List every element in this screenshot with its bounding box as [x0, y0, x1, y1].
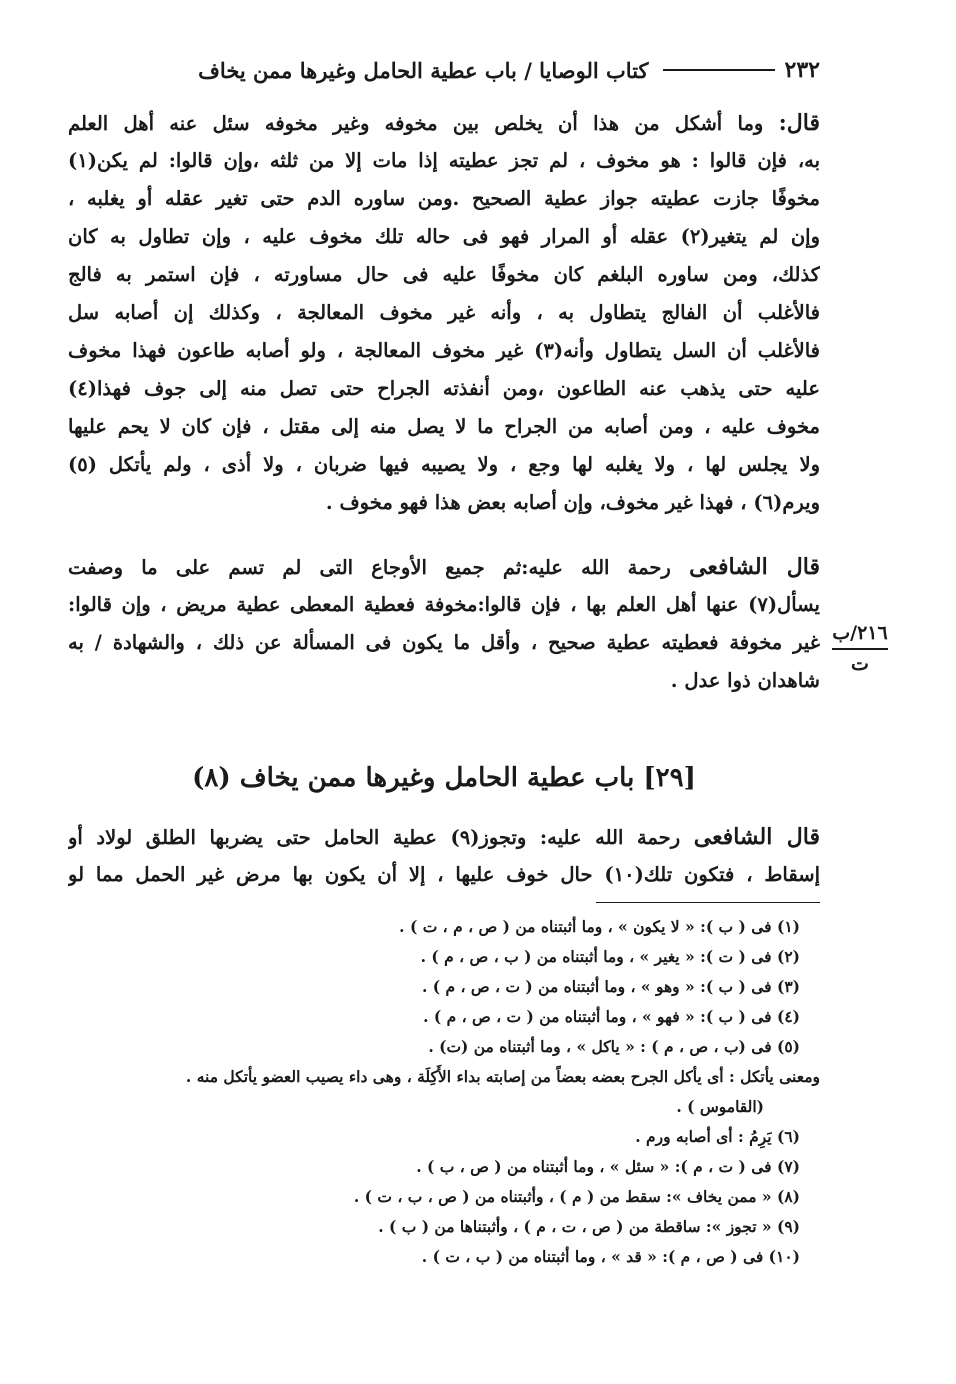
text-line: وإن لم يتغير(٢) عقله أو المرار فهو فى حاله تلك مخوف عليه ، وإن تطاول به كان	[68, 225, 820, 248]
section-title: [٢٩] باب عطية الحامل وغيرها ممن يخاف (٨)	[192, 763, 696, 793]
footnote: (٨) « ممن يخاف »: سقط من ( م ) ، وأثبتناه من ( ص ، ب ، ت ) .	[353, 1187, 800, 1206]
paragraph-lead: قال الشافعى	[689, 554, 820, 580]
footnote: (١) فى ( ب ): « لا يكون » ، وما أثبتناه من ( ص ، م ، ت ) .	[399, 917, 800, 936]
footnote: (٣) فى ( ب ): « وهو » ، وما أثبتناه من ( ت ، ص ، م ) .	[422, 977, 800, 996]
paragraph-3	[68, 818, 820, 894]
paragraph-lead: قال:	[778, 110, 820, 136]
footnote: (٩) « تجوز »: ساقطة من ( ص ، ت ، م ) ، وأثبتناها من ( ب ) .	[378, 1217, 800, 1236]
text-line: مخوفًا جازت عطيته جواز عطية الصحيح .ومن ساوره الدم حتى تغير عقله أو يغلبه ،	[68, 187, 820, 210]
footnote-continuation: (القاموس ) .	[676, 1097, 764, 1116]
text-line: يسأل(٧) عنها أهل العلم بها ، فإن قالوا:مخوفة فعطية المعطى عطية مريض ، وإن قالوا:	[68, 593, 820, 616]
footnote-separator	[596, 902, 820, 903]
footnote: (٧) فى ( ت ، م ): « سئل » ، وما أثبتناه من ( ص ، ب ) .	[416, 1157, 800, 1176]
text-line: ولا يجلس لها ، ولا يغلبه لها وجع ، ولا يصيبه فيها ضربان ، ولا أذى ، ولم يأتكل (٥)	[68, 453, 820, 476]
header-rule	[663, 69, 775, 71]
margin-folio-note	[832, 620, 888, 676]
text-line: قال الشافعى رحمة الله عليه: وتجوز(٩) عطية الحامل حتى يضربها الطلق لولاد أو	[68, 824, 820, 850]
footnotes	[60, 912, 820, 1272]
text-line: إسقاط ، فتكون تلك(١٠) حال خوف عليها ، إلا أن يكون بها مرض غير الحمل مما لو	[68, 863, 820, 886]
footnote: (٤) فى ( ب ): « فهو » ، وما أثبتناه من ( ت ، ص ، م ) .	[423, 1007, 800, 1026]
text-line: فالأغلب أن السل يتطاول وأنه(٣) غير مخوف المعالجة ، ولو أصابه طاعون فهذا مخوف	[68, 339, 820, 362]
footnote: (١٠) فى ( ص ، م ): « قد » ، وما أثبتناه من ( ب ، ت ) .	[421, 1247, 800, 1266]
running-head	[68, 50, 820, 90]
footnote: (٦) يَرِمُ : أى أصابه ورم .	[635, 1127, 800, 1146]
paragraph-1	[68, 104, 820, 522]
text-line: كذلك، ومن ساوره البلغم كان مخوفًا عليه فى حال مساورته ، فإن استمر به فالج	[68, 263, 820, 286]
paragraph-lead: قال الشافعى	[693, 824, 820, 850]
footnote: (٥) فى (ب ، ص ، م ) : « ياكل » ، وما أثبتناه من (ت) .	[428, 1037, 800, 1056]
margin-note-rule	[832, 648, 888, 650]
margin-folio-ref: ٢١٦/ب	[832, 622, 888, 644]
footnote: (٢) فى ( ت ): « يغير » ، وما أثبتناه من ( ب ، ص ، م ) .	[420, 947, 800, 966]
running-title: كتاب الوصايا / باب عطية الحامل وغيرها ممن يخاف	[198, 57, 649, 83]
text-line: ويرم(٦) ، فهذا غير مخوف، وإن أصابه بعض هذا فهو مخوف .	[325, 491, 820, 514]
paragraph-2	[68, 548, 820, 700]
text-line: شاهدان ذوا عدل .	[670, 669, 820, 692]
text-line: فالأغلب أن الفالج يتطاول به ، وأنه غير مخوف المعالجة ، وكذلك إن أصابه سل	[68, 301, 820, 324]
footnote-continuation: ومعنى يأتكل : أى يأكل الجرح بعضه بعضاً من إصابته بداء الأَكِلَة ، وهى داء يصيب العضو يأتكل منه .	[185, 1067, 820, 1086]
page-number: ٢٣٢	[784, 57, 820, 83]
text-line: عليه حتى يذهب عنه الطاعون ،ومن أنفذته الجراح حتى تصل منه إلى جوف فهذا(٤)	[68, 377, 820, 400]
text-line: قال الشافعى رحمة الله عليه:ثم جميع الأوجاع التى لم تسم على ما وصفت	[68, 554, 820, 580]
text-line: غير مخوفة فعطيته عطية صحيح ، وأقل ما يكون فى المسألة عن ذلك ، والشهادة / به	[68, 631, 820, 654]
text-line: به، فإن قالوا : هو مخوف ، لم تجز عطيته إذا مات إلا من ثلثه ،وإن قالوا: لم يكن(١)	[68, 149, 820, 172]
text-line: مخوف عليه ، ومن أصابه من الجراح ما لا يصل منه إلى مقتل ، فإن كان لا يحم عليها	[68, 415, 820, 438]
margin-manuscript-sigil: ت	[851, 653, 869, 675]
text-line: قال: وما أشكل من هذا أن يخلص بين مخوفه وغير مخوفه سئل عنه أهل العلم	[68, 110, 820, 136]
